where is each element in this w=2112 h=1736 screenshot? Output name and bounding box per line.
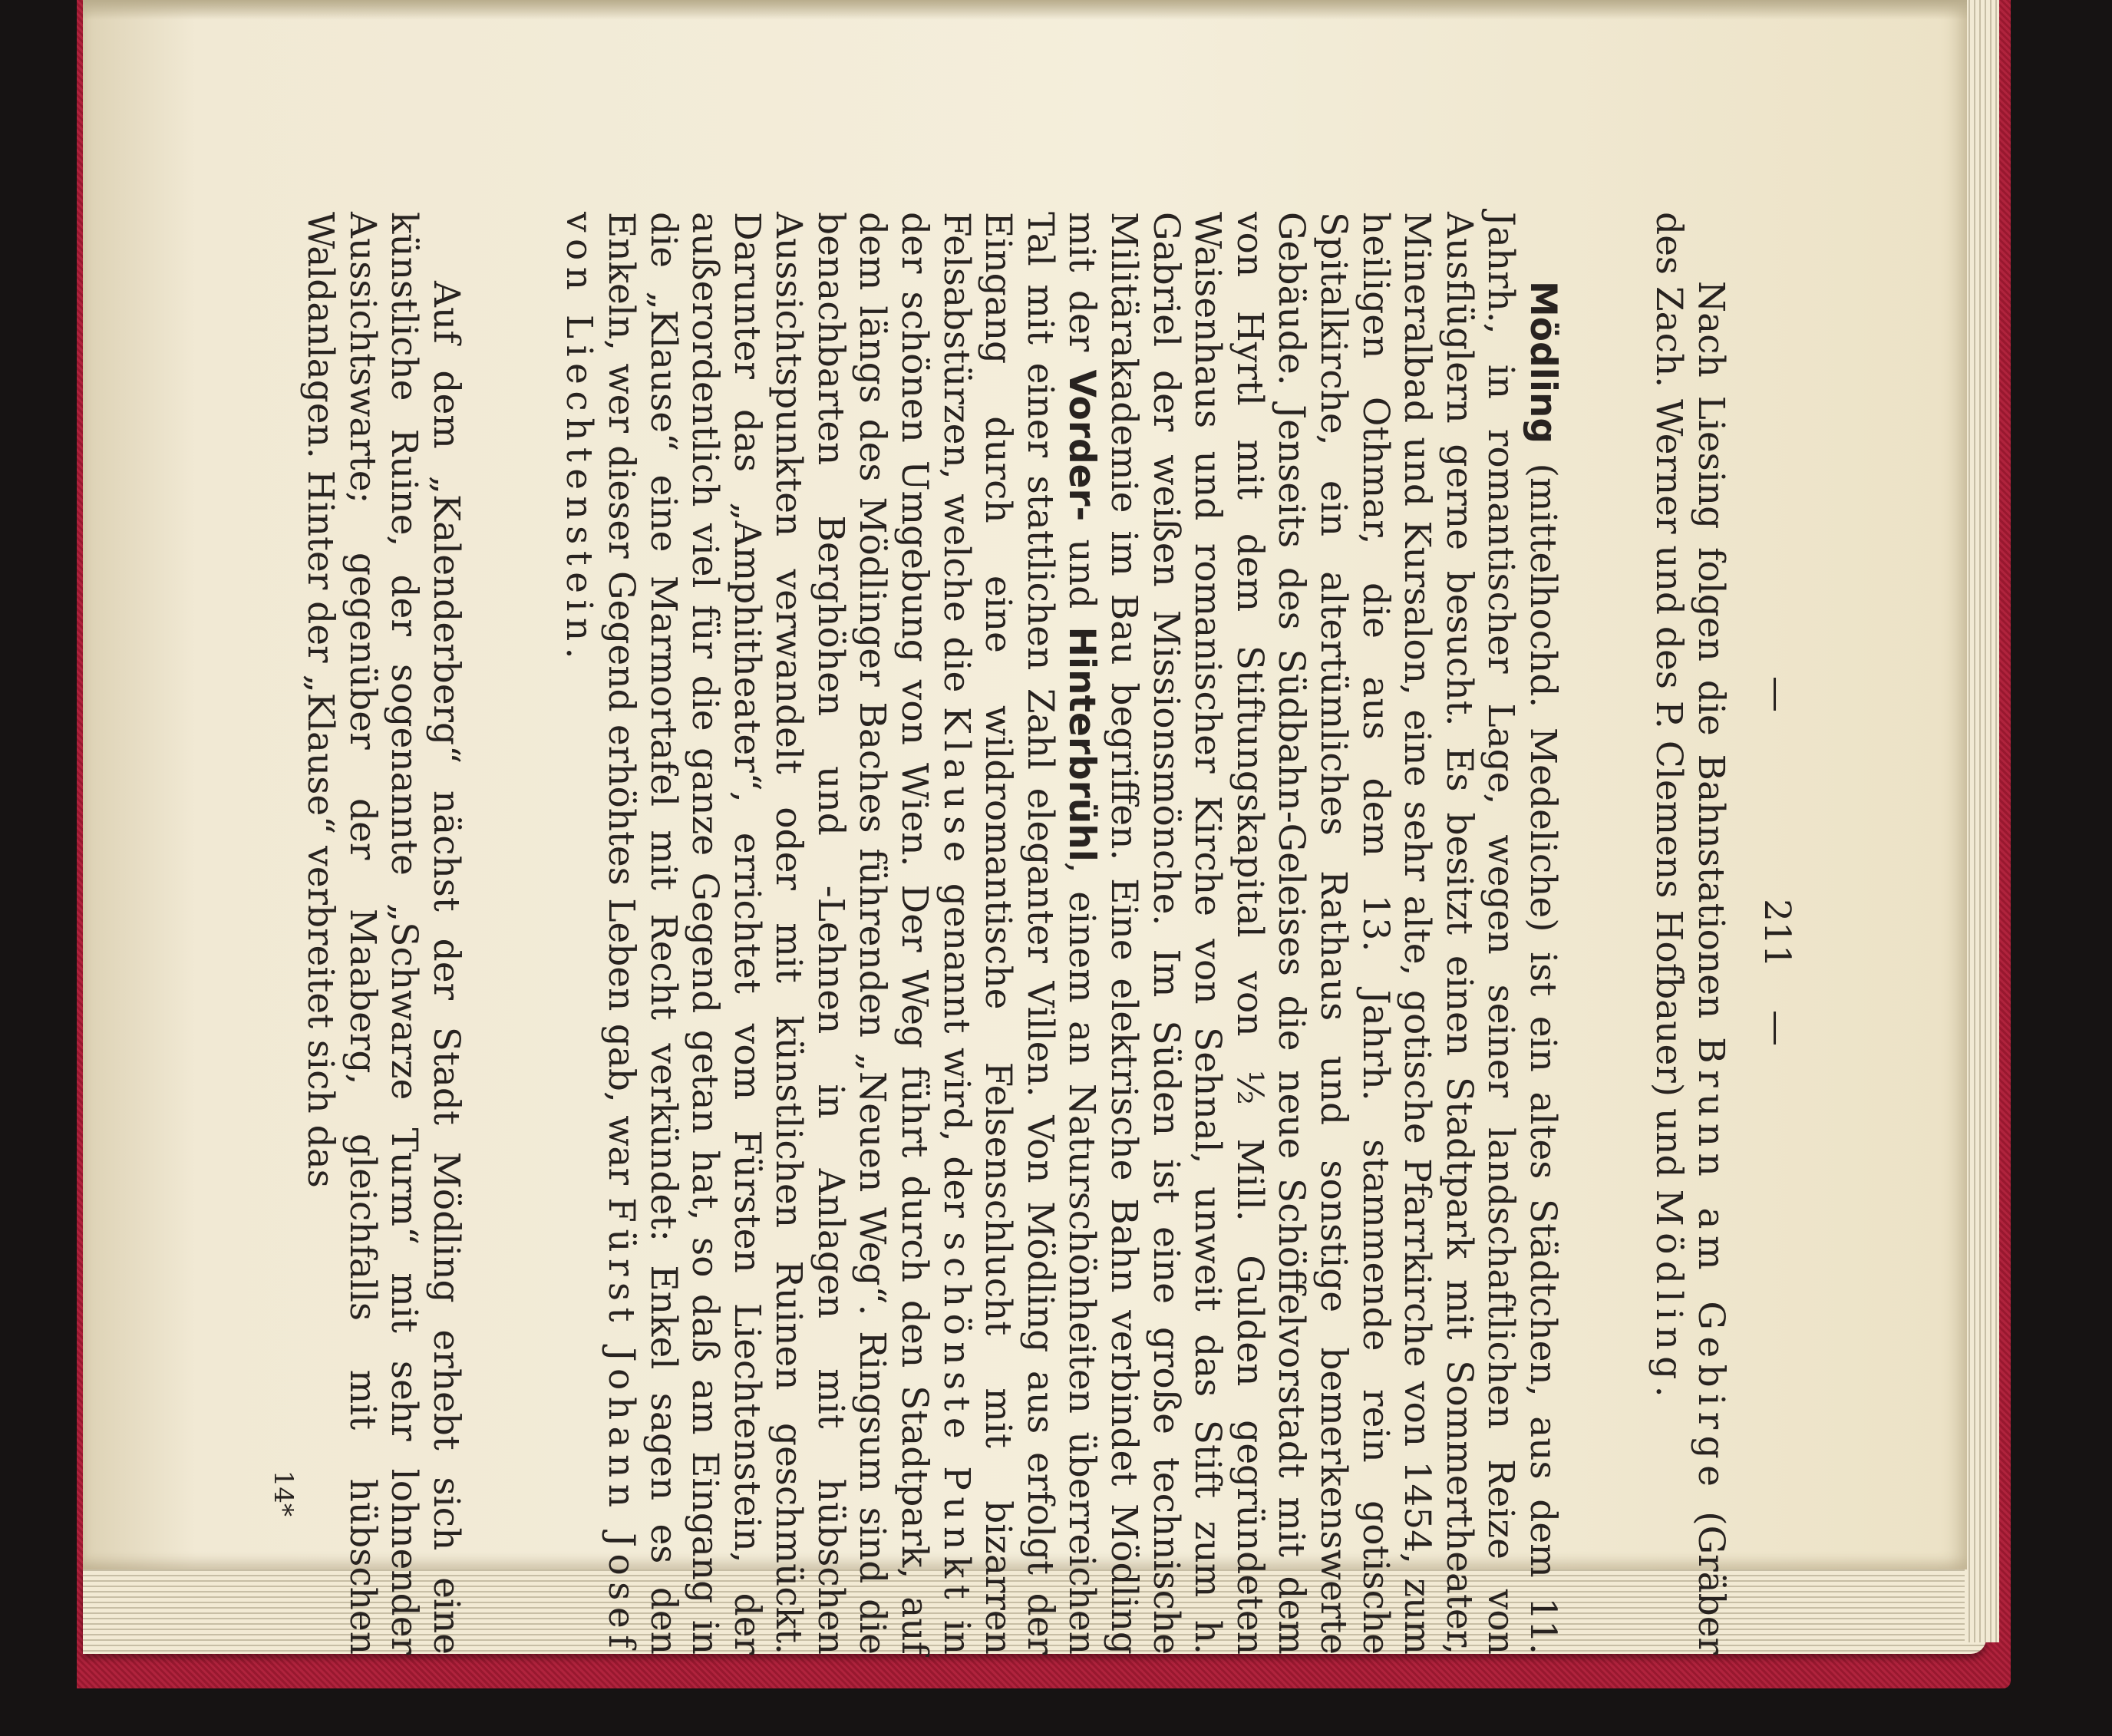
- p2-vorder-bold: Vorder-: [1061, 369, 1104, 522]
- running-header: [1756, 212, 1797, 1655]
- page-edges-right: [1965, 0, 1999, 1642]
- facing-page-curl: [83, 0, 1967, 20]
- header-dash-right: —: [1756, 1010, 1798, 1046]
- p2-schoenste-punkt-spaced: schönste Punkt: [935, 1232, 978, 1606]
- p1-brunn-spaced: Brunn am Gebirge: [1690, 1037, 1732, 1493]
- p2-text-a: (mittelhochd. Medeliche) ist ein altes Städtchen, aus dem 11. Jahrh., in romantischer Lage, wegen seiner landschaftlichen Reize von Ausflüglern gerne besucht. Es besitzt einen Stadtpark mit Sommertheater, Mineralbad und Kursalon, eine sehr alte, gotische Pfarrkirche von 1454, zum heiligen Othmar, die aus dem 13. Jahrh. stammende rein gotische Spitalkirche, ein altertümliches Rathaus und sonstige bemerkenswerte Gebäude. Jenseits des Südbahn-Geleises die neue Schöffelvorstadt mit dem von Hyrtl mit dem Stiftungskapital von ½ Mill. Gulden gegründeten Waisenhaus und romanischer Kirche von Sehnal, unweit das Stift zum h. Gabriel der weißen Missionsmönche. Im Süden ist eine große technische Militärakademie im Bau begriffen. Eine elektrische Bahn verbindet Mödling mit der: [1061, 212, 1564, 1655]
- p1-text-b: (Gräber des Zach. Werner und des P. Clemens Hofbauer) und: [1648, 212, 1732, 1655]
- p3-text: Auf dem „Kalenderberg“ nächst der Stadt Mödling erhebt sich eine künstliche Ruine, der sogenannte „Schwarze Turm“ mit sehr lohnender Aussichtswarte; gegenüber der Maaberg, gleichfalls mit hübschen Waldanlagen. Hinter der „Klause“ verbreitet sich das: [299, 212, 467, 1655]
- signature-mark: 14*: [268, 1470, 299, 1517]
- p2-und: und: [1061, 521, 1104, 627]
- p1-text-c: .: [1648, 1385, 1691, 1398]
- rotated-text-block: [262, 212, 1797, 1655]
- p2-text-d: in der schönen Umgebung von Wien. Der Weg führt durch den Stadtpark, auf dem längs des Mödlinger Baches führenden „Neuen Weg“. Ringsum sind die benachbarten Berghöhen und -Lehnen in Anlagen mit hübschen Aussichtspunkten verwandelt oder mit künstlichen Ruinen geschmückt. Darunter das „Amphitheater“, errichtet vom Fürsten Liechtenstein, der außerordentlich viel für die ganze Gegend getan hat, so daß am Eingang in die „Klause“ eine Marmortafel mit Recht verkündet: Enkel sagen es den Enkeln, wer dieser Gegend erhöhtes Leben gab, war: [599, 212, 978, 1655]
- page-number: 211: [1756, 899, 1798, 968]
- p2-text-b: , einem an Naturschönheiten überreichen Tal mit einer stattlichen Zahl eleganter Villen. Von Mödling aus erfolgt der Eingang durch eine wildromantische Felsenschlucht mit bizarren Felsabstürzen, welche die: [935, 212, 1104, 1655]
- p2-hinterbruehl-bold: Hinterbrühl: [1061, 626, 1104, 862]
- p1-text-a: Nach Liesing folgen die Bahnstationen: [1690, 281, 1732, 1038]
- p2-klause-spaced: Klause: [935, 706, 978, 870]
- p1-moedling-spaced: Mödling: [1648, 1189, 1691, 1386]
- paragraph-liesing: [1648, 212, 1731, 1655]
- p2-text-c: genannt wird, der: [935, 869, 978, 1233]
- p2-moedling-bold: Mödling: [1522, 281, 1564, 444]
- p2-text-e: .: [558, 647, 601, 659]
- paragraph-moedling: [558, 212, 1563, 1655]
- header-dash-left: —: [1756, 676, 1798, 712]
- p2-fuerst-spaced: Fürst Johann Josef von Liechtenstein: [558, 212, 642, 1655]
- paragraph-kalenderberg: [299, 212, 467, 1655]
